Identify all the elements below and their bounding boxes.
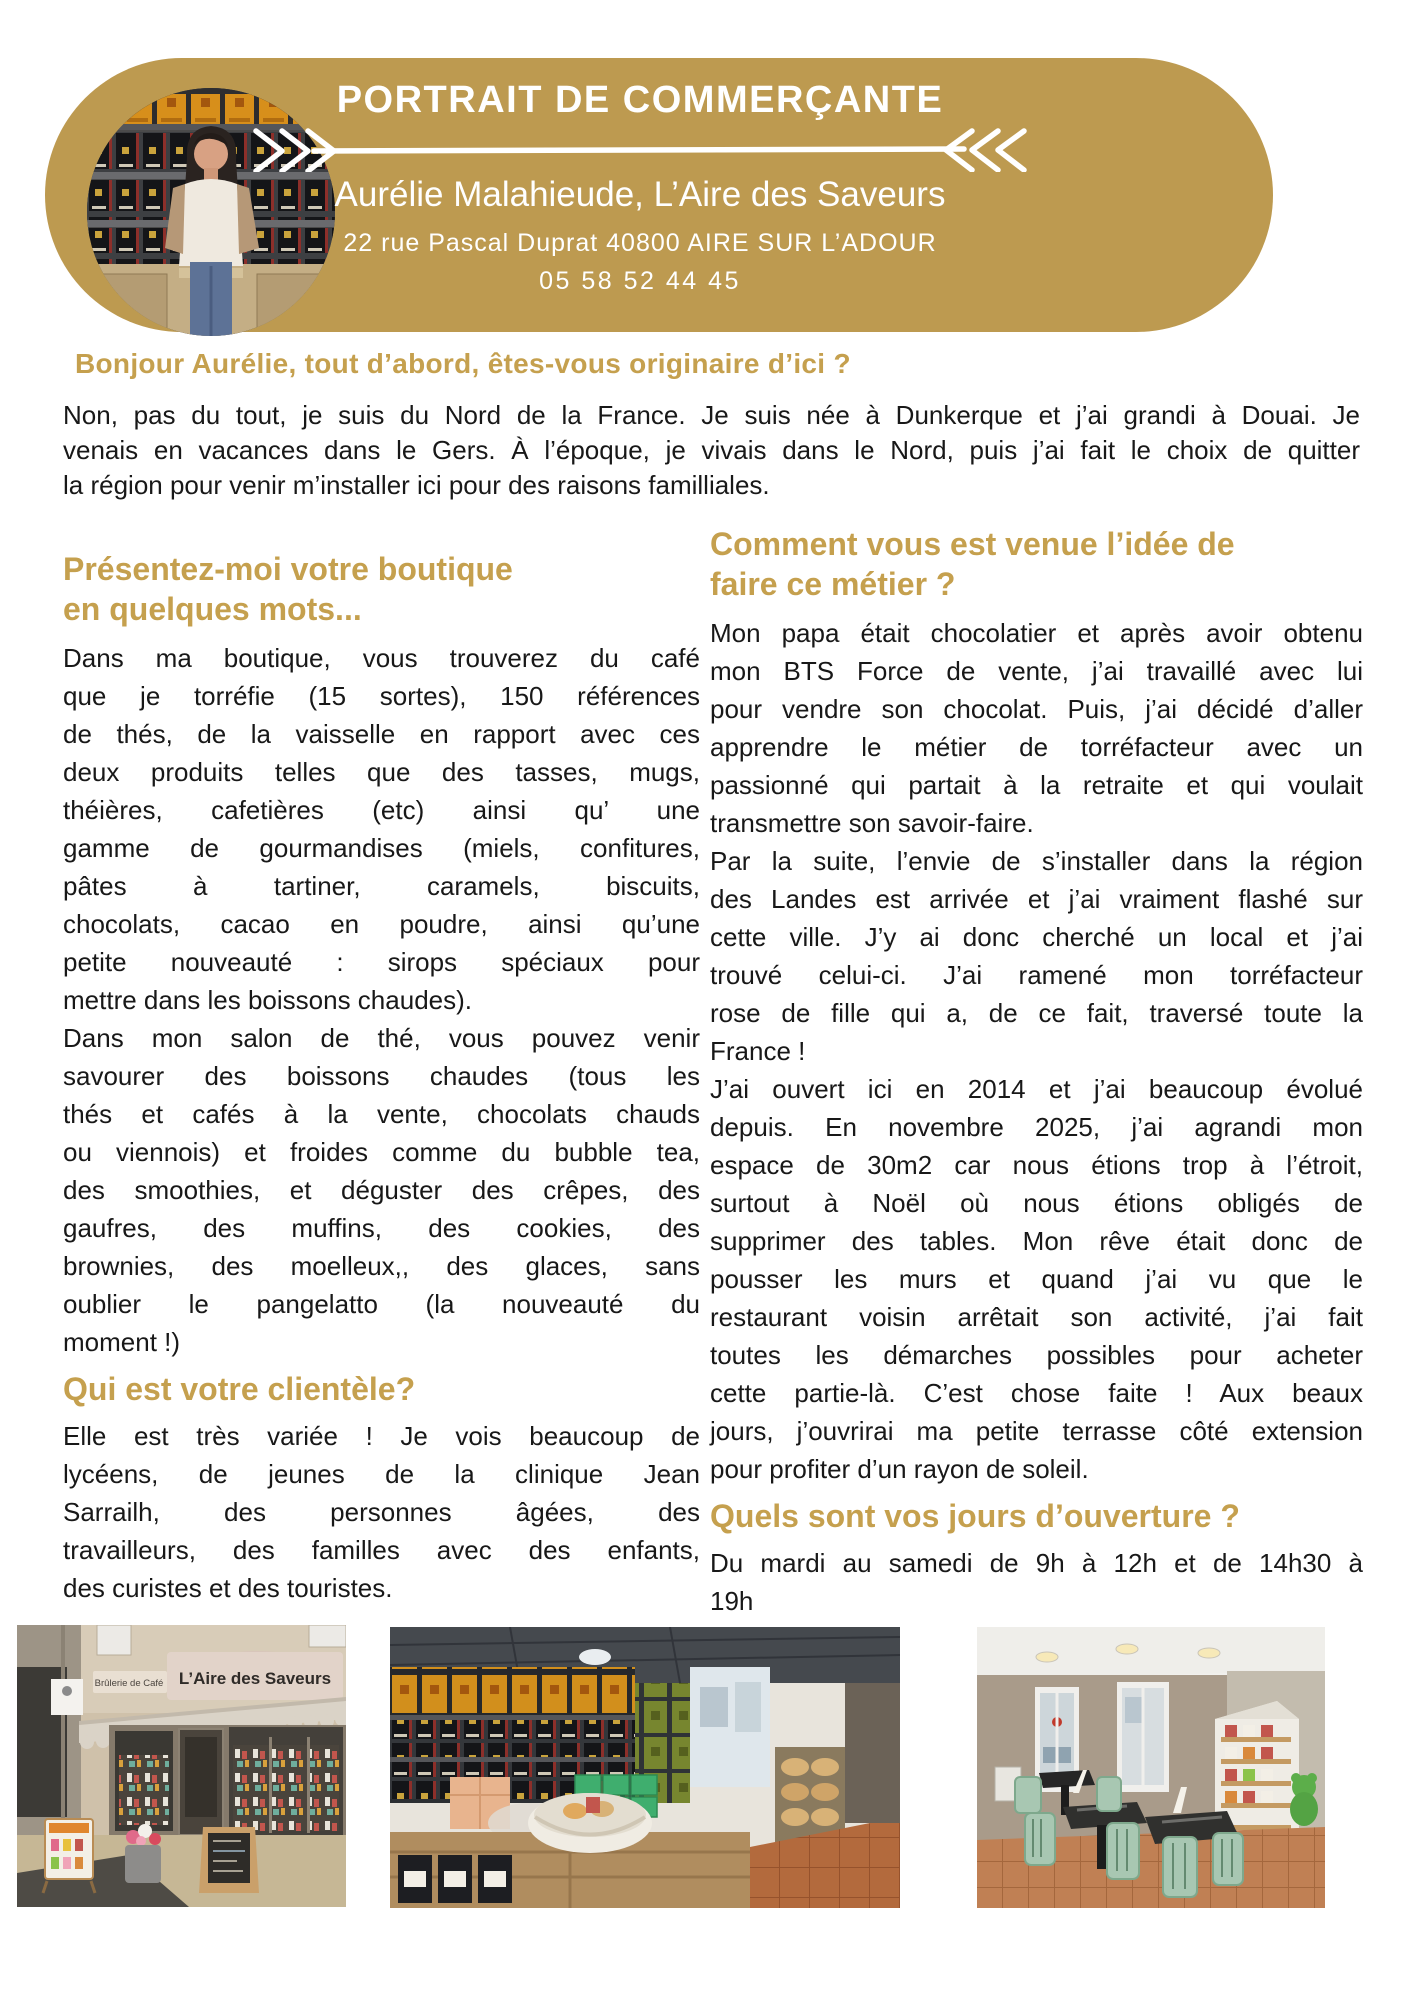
text-line: surtout à Noël où nous étions obligés de — [710, 1188, 1363, 1218]
text-line: Par la suite, l’envie de s’installer dans la région — [710, 846, 1363, 876]
text-line: théières, cafetières (etc) ainsi qu’ une — [63, 795, 700, 825]
text-line: apprendre le métier de torréfacteur avec un — [710, 732, 1363, 762]
text-line: la région pour venir m’installer ici pour des raisons familliales. — [63, 470, 770, 500]
text-line: pousser les murs et quand j’ai vu que le — [710, 1264, 1363, 1294]
question-origin: Bonjour Aurélie, tout d’abord, êtes-vous originaire d’ici ? — [75, 348, 851, 379]
text-line: J’ai ouvert ici en 2014 et j’ai beaucoup évolué — [710, 1074, 1363, 1104]
text-line: petite nouveauté : sirops spéciaux pour — [63, 947, 700, 977]
text-line: Du mardi au samedi de 9h à 12h et de 14h30 à — [710, 1548, 1363, 1578]
storefront-sign-left — [93, 1671, 167, 1693]
storefront-sign — [167, 1651, 343, 1700]
shop-address: 22 rue Pascal Duprat 40800 AIRE SUR L’ADOUR — [343, 229, 937, 257]
banner-text-block — [225, 58, 1055, 332]
text-line: chocolats, cacao en poudre, ainsi qu’une — [63, 909, 700, 939]
text-line: passionné qui partait à la retraite et qui voulait — [710, 770, 1363, 800]
text-line: moment !) — [63, 1327, 181, 1357]
text-line: travailleurs, des familles avec des enfants, — [63, 1535, 700, 1565]
text-line: cette ville. J’y ai donc cherché un local et j’ai — [710, 922, 1363, 952]
question-clientele: Qui est votre clientèle? — [63, 1371, 416, 1407]
text-line: mettre dans les boissons chaudes). — [63, 985, 472, 1015]
question-horaires: Quels sont vos jours d’ouverture ? — [710, 1498, 1240, 1534]
arrow-divider-icon — [250, 128, 1030, 172]
text-line: trouvé celui-ci. J’ai ramené mon torréfacteur — [710, 960, 1363, 990]
answer-metier-installation — [710, 842, 1363, 1070]
text-line: toutes les démarches possibles pour acheter — [710, 1340, 1363, 1370]
shop-windows — [109, 1725, 346, 1837]
left-column — [63, 549, 700, 1607]
text-line: cette partie-là. C’est chose faite ! Aux beaux — [710, 1378, 1363, 1408]
text-line: oublier le pangelatto (la nouveauté du — [63, 1289, 700, 1319]
text-line: pour profiter d’un rayon de soleil. — [710, 1454, 1089, 1484]
text-line: supprimer des tables. Mon rêve était donc de — [710, 1226, 1363, 1256]
text-line: ou viennois) et froides comme du bubble tea, — [63, 1137, 700, 1167]
storefront-image — [17, 1625, 346, 1907]
text-line: savourer des boissons chaudes (tous les — [63, 1061, 700, 1091]
text-line: thés et cafés à la vente, chocolats chauds — [63, 1099, 700, 1129]
answer-origin — [63, 398, 1360, 503]
tea-room-image — [977, 1627, 1325, 1908]
chalkboard-sign — [199, 1827, 259, 1893]
text-line: Présentez-moi votre boutique — [63, 551, 513, 587]
sign-main-text: L’Aire des Saveurs — [178, 1669, 332, 1688]
answer-metier-agrandissement — [710, 1070, 1363, 1488]
text-line: gaufres, des muffins, des cookies, des — [63, 1213, 700, 1243]
text-line: restaurant voisin arrêtait son activité, j’ai fait — [710, 1302, 1363, 1332]
text-line: France ! — [710, 1036, 806, 1066]
question-boutique — [63, 549, 700, 629]
text-line: espace de 30m2 car nous étions trop à l’étroit, — [710, 1150, 1363, 1180]
text-line: mon BTS Force de vente, j’ai travaillé avec lui — [710, 656, 1363, 686]
text-line: Sarrailh, des personnes âgées, des — [63, 1497, 700, 1527]
text-line: 19h — [710, 1586, 754, 1616]
banner-title: PORTRAIT DE COMMERÇANTE — [336, 79, 944, 121]
answer-boutique-products — [63, 639, 700, 1019]
window-right — [1117, 1682, 1169, 1792]
photo-shop-interior — [390, 1627, 900, 1908]
text-line: Elle est très variée ! Je vois beaucoup de — [63, 1421, 700, 1451]
text-line: des curistes et des touristes. — [63, 1573, 393, 1603]
text-line: des Landes est arrivée et j’ai vraiment flashé sur — [710, 884, 1363, 914]
wicker-basket — [528, 1793, 652, 1853]
text-line: gamme de gourmandises (miels, confitures, — [63, 833, 700, 863]
text-line: depuis. En novembre 2025, j’ai agrandi mon — [710, 1112, 1363, 1142]
text-line: venais en vacances dans le Gers. À l’époque, je vivais dans le Nord, puis j’ai fait le choix de quitter — [63, 435, 1360, 465]
photo-storefront — [17, 1625, 346, 1907]
text-line: Dans mon salon de thé, vous pouvez venir — [63, 1023, 700, 1053]
answer-horaires — [710, 1544, 1363, 1620]
text-line: lycéens, de jeunes de la clinique Jean — [63, 1459, 700, 1489]
text-line: jours, j’ouvrirai ma petite terrasse côté extension — [710, 1416, 1363, 1446]
text-line: rose de fille qui a, de ce fait, traversé toute la — [710, 998, 1363, 1028]
text-line: Non, pas du tout, je suis du Nord de la France. Je suis née à Dunkerque et j’ai grandi à Douai. Je — [63, 400, 1360, 430]
question-metier — [710, 524, 1363, 604]
header-banner — [45, 58, 1273, 332]
merchant-name: Aurélie Malahieude, L’Aire des Saveurs — [334, 175, 946, 214]
text-line: Mon papa était chocolatier et après avoir obtenu — [710, 618, 1363, 648]
text-line: brownies, des moelleux,, des glaces, sans — [63, 1251, 700, 1281]
sign-left-text: Brûlerie de Café — [94, 1678, 164, 1689]
answer-clientele — [63, 1417, 700, 1607]
answer-boutique-salon — [63, 1019, 700, 1361]
text-line: Dans ma boutique, vous trouverez du café — [63, 643, 700, 673]
text-line: Comment vous est venue l’idée de — [710, 526, 1235, 562]
text-line: que je torréfie (15 sortes), 150 références — [63, 681, 700, 711]
photo-tea-room — [977, 1627, 1325, 1908]
shop-interior-image — [390, 1627, 900, 1908]
text-line: pâtes à tartiner, caramels, biscuits, — [63, 871, 700, 901]
green-teddy-bear — [1290, 1773, 1318, 1826]
text-line: deux produits telles que des tasses, mugs, — [63, 757, 700, 787]
text-line: pour vendre son chocolat. Puis, j’ai décidé d’aller — [710, 694, 1363, 724]
text-line: en quelques mots... — [63, 591, 362, 627]
right-column — [710, 524, 1363, 1620]
text-line: transmettre son savoir-faire. — [710, 808, 1034, 838]
text-line: des smoothies, et déguster des crêpes, des — [63, 1175, 700, 1205]
shop-phone: 05 58 52 44 45 — [539, 267, 741, 295]
text-line: de thés, de la vaisselle en rapport avec ces — [63, 719, 700, 749]
answer-metier-origines — [710, 614, 1363, 842]
text-line: faire ce métier ? — [710, 566, 956, 602]
upper-window — [97, 1625, 131, 1655]
